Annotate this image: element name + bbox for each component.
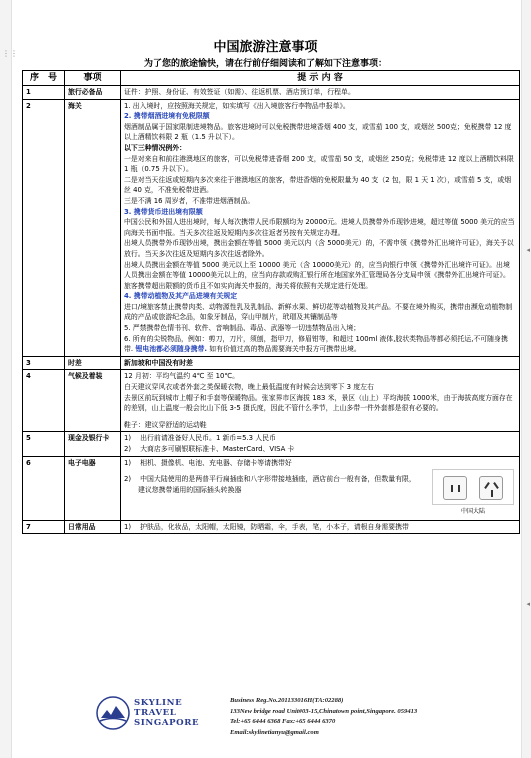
customs-line: 三是不满 16 周岁者，不准带进烟酒制品。 [124,196,255,205]
row-item: 时差 [65,356,121,370]
customs-line: 烟酒制品属于国家限制进境物品。旅客进境时可以免税携带进境香烟 400 支，或雪茄 100 支，或烟丝 500克；免税携带 12 度以上酒精饮料限 2 瓶（1.5 升以下）。 [124,122,512,142]
logo-line: SKYLINE [134,698,183,708]
skyline-logo-icon [96,696,130,730]
table-header-row [23,71,520,86]
customs-line: 旅客携带超出限额的货币且不如实向海关申报的，海关将依照有关规定进行处理。 [124,281,373,290]
table-row [23,86,520,100]
list-item: 2) 大商店多可刷银联标准卡、MasterCard、VISA 卡 [124,445,295,453]
drag-handle-icon[interactable]: ⋮⋮ [2,49,18,58]
table-row [23,356,520,370]
row-text [121,432,520,456]
list-item: 2) 中国大陆使用的是两普平行扁插座和八字形带接地插座，酒店前台一般有备，但数量有限，建议您携带通用的国际插头转换器 [124,475,416,494]
vertical-scrollbar[interactable] [521,0,531,758]
customs-line [124,334,516,355]
row-number: 1 [23,86,65,100]
row-item: 电子电器 [65,456,121,520]
climate-line: 12 月初：平均气温约 4℃ 至 10℃。 [124,372,240,381]
header-no: 序 号 [23,71,65,86]
customs-line: 5. 严禁携带色情书刊、软件、音响制品、毒品、武器等一切违禁物品出入境； [124,324,361,333]
row-text: 新加坡和中国没有时差 [121,356,520,370]
table-row [23,456,520,520]
customs-line: 二是对当天往返或短期内多次来往于港澳地区的旅客，带进香烟的免税限量为 40 支（2 包，限 1 天 1 次），或雪茄 5 支，或烟丝 40 克，不准免税带进酒。 [124,175,512,195]
row-item: 现金及银行卡 [65,432,121,456]
customs-heading: 3. 携带货币进出境有限额 [124,207,203,216]
value-note: 如有价值过高的物品需要海关申报方可携带出境。 [207,345,361,354]
table-row [23,370,520,432]
header-item: 事项 [65,71,121,86]
left-margin-bar [0,0,18,758]
list-item: 1) 相机、摄像机、电池、充电器、存储卡等请携带好 [124,458,292,467]
row-number: 3 [23,356,65,370]
scroll-arrow-icon[interactable]: ◂ [526,600,530,608]
page-footer [0,692,531,752]
table-row [23,432,520,456]
customs-line: 中国公民和外国人进出境时，每人每次携带人民币限额均为 20000元。进境人员携带外币现钞进境，超过等值 5000 美元的应当向海关书面申报。当天多次往返及短期内多次往返者另按有关规定办理。 [124,218,515,237]
row-text: 1) 护肤品，化妆品，太阳帽，太阳镜，防晒霜，伞，手表，笔，小本子，请根自身需要携带 [121,520,520,534]
table-row [23,520,520,534]
row-item: 气候及着装 [65,370,121,432]
row-item: 旅行必备品 [65,86,121,100]
logo-line: SINGAPORE [134,718,200,728]
row-text [121,456,520,520]
battery-note: 锂电池都必须随身携带. [133,345,208,354]
customs-line: 一是对来自和前往港澳地区的旅客，可以免税带进香烟 200 支，或雪茄 50 支，或烟丝 250克；免税带进 12 度以上酒精饮料限 1 瓶（0.75 升以下）。 [124,154,514,174]
customs-line: 出境人员携出金额在等值 5000 美元以上至 10000 美元（含 10000美元）的，应当向银行申领《携带外汇出境许可证》。出境人员携出金额在等值 10000美元以上的，应当向存款或购汇银行所在地国家外汇管理局各分支局申领《携带外汇出境许可证》。 [124,260,510,280]
row-number: 7 [23,520,65,534]
row-number: 5 [23,432,65,456]
customs-line: 进口/境旅客禁止携带肉类、动物源性乳及乳制品、新鲜水果、鲜切花等动植物及其产品。不要在境外购买，携带由濒危动植物制成的产品或旅游纪念品，如象牙制品，穿山甲制片，玳瑁及其镶制品等 [124,302,513,322]
company-details [230,696,417,738]
business-reg: Business Reg.No.201133016H(TA:02288) [230,697,344,704]
row-number: 6 [23,456,65,520]
row-text: 证件：护照、身份证、有效签证（如需）、往返机票、酒店预订单，行程单。 [121,86,520,100]
outlet-panel [432,469,514,505]
notice-table [22,70,520,534]
customs-line: 出境人员携带外币现钞出境，携出金额在等值 5000 美元以内（含 5000美元）的，不需申领《携带外汇出境许可证》，海关予以放行。当天多次往返及短期内多次往返者除外。 [124,239,514,258]
company-email: Email:skylinetianyu@gmail.com [230,728,319,736]
list-item: 1) 出行前请准备好人民币。1 新币=5.3 人民币 [124,434,276,443]
two-pin-socket-icon [443,476,467,500]
company-phone: Tel:+65 6444 6368 Fax:+65 6444 6370 [230,718,336,726]
customs-heading: 2. 携带烟酒进境有免税限额 [124,112,210,121]
climate-line: 鞋子：建议穿舒适的运动鞋 [124,420,207,429]
row-item: 海关 [65,99,121,356]
customs-line: 1. 出入境时，应按照海关规定，如实填写《出入境旅客行李物品申报单》。 [124,101,350,110]
logo-line: TRAVEL [134,708,177,718]
climate-line: 白天建议穿风衣或者外套之类保暖衣物，晚上最低温度有时候会达到零下 3 度左右 [124,383,374,392]
scroll-arrow-icon[interactable]: ◂ [526,246,530,254]
company-address: 133New bridge road Unit#03-15,Chinatown point,Singapore. 059413 [230,707,418,715]
row-item: 日常用品 [65,520,121,534]
table-row [23,99,520,356]
row-number: 2 [23,99,65,356]
document-subtitle: 为了您的旅途愉快，请在行前仔细阅读和了解如下注意事项： [143,59,387,69]
row-text [121,99,520,356]
plug-caption: 中国大陆 [460,507,485,515]
sharp-items-text: 6. 所有的尖锐物品，例如：剪刀，刀片，须刨，指甲刀，修眉钳等，和超过 100ml 液体,胶状类物品等都必须托运,不可随身携带. [124,334,508,354]
document-title: 中国旅游注意事项 [213,40,318,55]
customs-heading: 4. 携带动植物及其产品进境有关规定 [124,292,238,301]
climate-line: 去景区前玩到城市上帽子和手套等保暖物品。张家界市区海拔 183 米，景区（山上）平均海拔 1000米，由于海拔高度方面存在的差别，山上温度一般会比山下低 3-5 摄氏度，因此不管什么季节，上山多带一件外套都是很有必要的。 [124,393,513,413]
row-text [121,370,520,432]
plug-socket-image [431,469,515,518]
header-notice: 提 示 内 容 [121,71,520,86]
three-pin-socket-icon [479,476,503,500]
row-number: 4 [23,370,65,432]
customs-heading: 以下三种情况例外： [124,143,187,152]
company-logo [96,692,224,736]
